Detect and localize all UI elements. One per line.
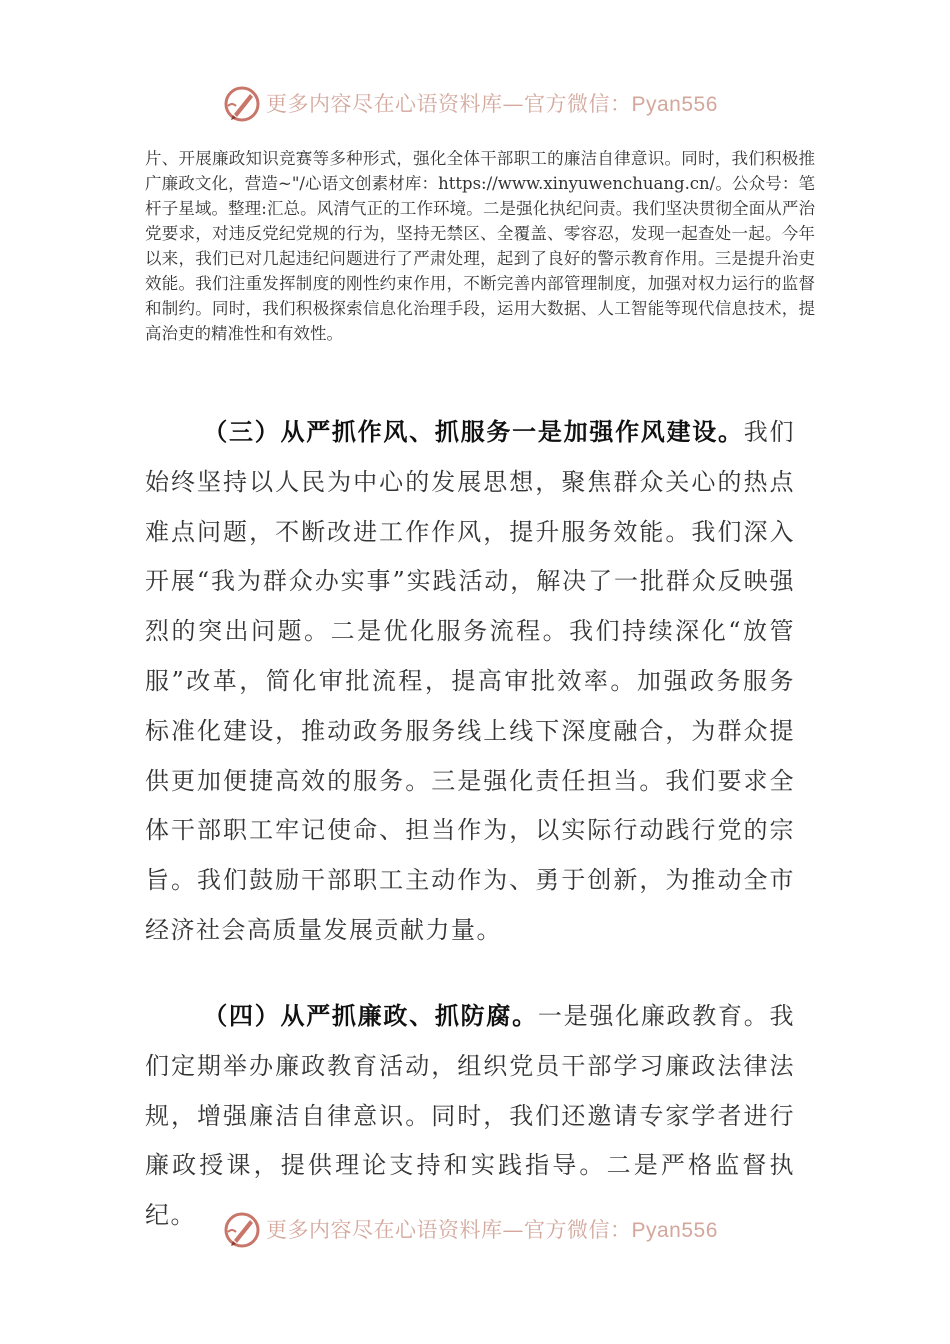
watermark-text: 更多内容尽在心语资料库—官方微信： [266, 92, 632, 116]
watermark-footer [0, 1206, 950, 1254]
section-3-heading: （三）从严抓作风、抓服务一是加强作风建设。 [203, 417, 744, 446]
section-3-paragraph [145, 407, 795, 956]
continued-paragraph: 片、开展廉政知识竞赛等多种形式，强化全体干部职工的廉洁自律意识。同时，我们积极推广廉政文化，营造~"/心语文创素材库：https://www.xinyuwenchuang.cn/。公众号：笔杆子星域。整理:汇总。风清气正的工作环境。二是强化执纪问责。我们坚决贯彻全面从严治党要求，对违反党纪党规的行为，坚持无禁区、全覆盖、零容忍，发现一起查处一起。今年以来，我们已对几起违纪问题进行了严肃处理，起到了良好的警示教育作用。三是提升治吏效能。我们注重发挥制度的刚性约束作用，不断完善内部管理制度，加强对权力运行的监督和制约。同时，我们积极探索信息化治理手段，运用大数据、人工智能等现代信息技术，提高治吏的精准性和有效性。 [145, 149, 815, 343]
watermark-id: Pyan556 [631, 1219, 718, 1242]
watermark-id: Pyan556 [631, 93, 718, 116]
section-4-body: 一是强化廉政教育。我们定期举办廉政教育活动，组织党员干部学习廉政法律法规，增强廉洁自律意识。同时，我们还邀请专家学者进行廉政授课，提供理论支持和实践指导。二是严格监督执纪。 [145, 1002, 796, 1230]
section-4-heading: （四）从严抓廉政、抓防腐。 [203, 1001, 538, 1030]
pen-logo-icon [222, 84, 262, 124]
pen-logo-icon [222, 1210, 262, 1250]
section-4-paragraph [145, 991, 795, 1241]
watermark-text: 更多内容尽在心语资料库—官方微信： [266, 1218, 632, 1242]
watermark-header [0, 80, 950, 128]
section-3-body: 我们始终坚持以人民为中心的发展思想，聚焦群众关心的热点难点问题，不断改进工作作风，提升服务效能。我们深入开展“我为群众办实事”实践活动，解决了一批群众反映强烈的突出问题。二是优化服务流程。我们持续深化“放管服”改革，简化审批流程，提高审批效率。加强政务服务标准化建设，推动政务服务线上线下深度融合，为群众提供更加便捷高效的服务。三是强化责任担当。我们要求全体干部职工牢记使命、担当作为，以实际行动践行党的宗旨。我们鼓励干部职工主动作为、勇于创新，为推动全市经济社会高质量发展贡献力量。 [145, 418, 796, 944]
